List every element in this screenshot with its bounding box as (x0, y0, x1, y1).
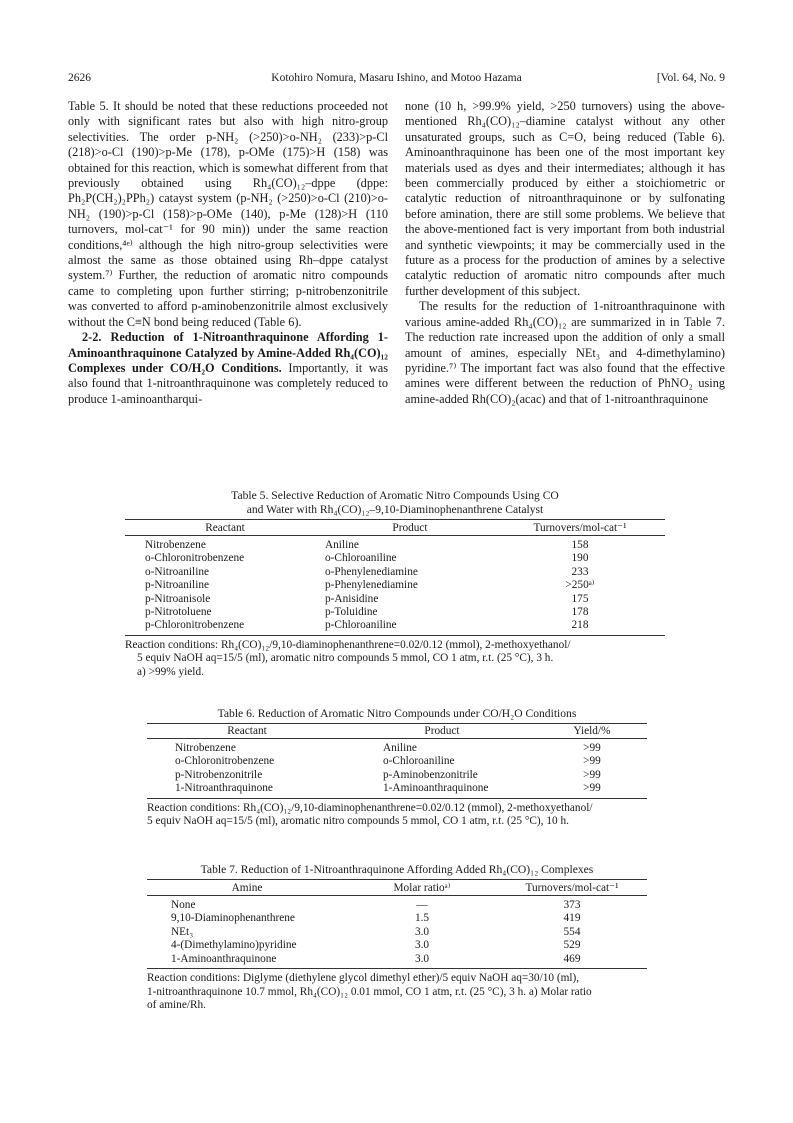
table-caption: and Water with Rh₄(CO)₁₂–9,10-Diaminophenanthrene Catalyst (246, 503, 544, 516)
column-header: Product (347, 724, 537, 739)
table-5 (125, 489, 665, 680)
table-cell: 233 (571, 565, 589, 578)
right-text-column (405, 99, 725, 407)
table-row (147, 755, 647, 768)
volume-info: [Vol. 64, No. 9 (656, 72, 725, 84)
table-row (147, 912, 647, 925)
table-row (125, 536, 665, 553)
paragraph: none (10 h, >99.9% yield, >250 turnovers) using the above-mentioned Rh₄(CO)₁₂–diamine catalyst without any other unsaturated groups, such as C=O, being reduced (Table 6). Aminoanthraquinone has been one of the most important key materials used as dyes and their intermediates; although it has been commercially produced by either a stoichiometric or catalytic reduction of nitroanthraquinone or by sulfonating before amination, there are still some problems. We believe that the above-mentioned fact is very important from both industrial and synthetic viewpoints; it may be commercially used in the future as a process for the production of amines by a selective catalytic reduction of aromatic nitro compounds after much further development of this subject. (405, 99, 725, 298)
column-header: Turnovers/mol-cat⁻¹ (495, 520, 665, 536)
column-header: Reactant (125, 520, 325, 536)
column-header: Reactant (147, 724, 347, 739)
column-header: Turnovers/mol-cat⁻¹ (497, 880, 647, 896)
table-cell: o-Nitroaniline (145, 565, 209, 578)
table-cell: o-Chloroaniline (383, 755, 455, 768)
footnote-line: a) >99% yield. (137, 666, 204, 679)
table-row (125, 552, 665, 565)
paragraph-text: Importantly, it was also found that 1-nitroanthraquinone was completely reduced to produce 1-aminoantharqui- (68, 360, 389, 406)
table-row (147, 939, 647, 952)
table-cell: 373 (563, 899, 581, 911)
table-cell: o-Chloroaniline (325, 552, 397, 565)
table-row (147, 953, 647, 969)
table-cell: >99 (583, 768, 601, 781)
data-table (125, 519, 665, 636)
running-header (68, 72, 725, 88)
table-caption: Table 7. Reduction of 1-Nitroanthraquinone Affording Added Rh₄(CO)₁₂ Complexes (200, 863, 594, 876)
paragraph: The results for the reduction of 1-nitroanthraquinone with various amine-added Rh₄(CO)₁₂ are summarized in in Table 7. The reduction rate increased upon the addition of only a small amount of amines, especially NEt₃ and 4-dimethylamino) pyridine.⁷⁾ The important fact was also found that the effective amines were different between the reduction of PhNO₂ using amine-added Rh(CO)₂(acac) and that of 1-nitroanthraquinone (405, 299, 725, 406)
table-footnote (147, 802, 647, 829)
footnote-line: Reaction conditions: Rh₄(CO)₁₂/9,10-diaminophenanthrene=0.02/0.12 (mmol), 2-methoxyethanol/ (125, 638, 571, 651)
table-cell: 178 (571, 606, 589, 619)
table-footnote (147, 972, 647, 1013)
left-text-column (68, 99, 388, 407)
table-cell: o-Chloronitrobenzene (145, 552, 245, 565)
table-cell: 3.0 (414, 939, 430, 952)
table-cell: 4-(Dimethylamino)pyridine (171, 939, 297, 952)
table-footnote (125, 639, 665, 680)
table-cell: 158 (571, 539, 589, 551)
table-row (147, 926, 647, 939)
table-cell: 218 (571, 619, 589, 632)
table-cell: — (416, 899, 428, 911)
footnote-line: 5 equiv NaOH aq=15/5 (ml), aromatic nitro compounds 5 mmol, CO 1 atm, r.t. (25 °C), 10 h. (147, 815, 569, 828)
table-caption: Table 6. Reduction of Aromatic Nitro Compounds under CO/H₂O Conditions (217, 707, 577, 720)
table-row (147, 769, 647, 782)
data-table (147, 879, 647, 969)
table-caption: Table 5. Selective Reduction of Aromatic Nitro Compounds Using CO (231, 489, 559, 502)
table-cell: 1-Aminoanthraquinone (171, 952, 277, 965)
table-cell: >250ᵃ⁾ (565, 579, 595, 592)
table-row (125, 606, 665, 619)
table-row (125, 619, 665, 635)
section-paragraph (68, 330, 388, 407)
table-cell: None (171, 899, 196, 911)
table-cell: 175 (571, 592, 589, 605)
table-cell: p-Aminobenzonitrile (383, 768, 478, 781)
table-cell: Nitrobenzene (145, 539, 206, 551)
table-cell: p-Nitrobenzonitrile (175, 768, 263, 781)
table-cell: 1.5 (414, 912, 430, 925)
section-heading: 2-2. Reduction of 1-Nitroanthraquinone Affording 1-Aminoanthraquinone Catalyzed by Amine-Added Rh₄(CO)₁₂ Complexes under CO/H₂O Conditions. (68, 330, 388, 375)
table-cell: >99 (583, 782, 601, 795)
table-row (147, 896, 647, 913)
table-cell: 554 (563, 925, 581, 938)
table-cell: 419 (563, 912, 581, 925)
table-cell: >99 (583, 742, 601, 754)
table-cell: 1-Aminoanthraquinone (383, 782, 489, 795)
data-table (147, 723, 647, 799)
column-header: Amine (147, 880, 347, 896)
table-cell: 190 (571, 552, 589, 565)
table-cell: 9,10-Diaminophenanthrene (171, 912, 295, 925)
table-7 (147, 863, 647, 1013)
table-row (147, 739, 647, 756)
table-cell: p-Nitroanisole (145, 592, 211, 605)
paragraph: Table 5. It should be noted that these reductions proceeded not only with significant rates but also with high nitro-group selectivities. The order p-NH₂ (>250)>o-NH₂ (233)>p-Cl (218)>o-Cl (190)>p-Me (178), p-OMe (175)>H (158) was obtained for this reaction, which is somewhat different from that previously obtained using Rh₄(CO)₁₂–dppe (dppe: Ph₂P(CH₂)₂PPh₂) catayst system (p-NH₂ (>250)>o-Cl (210)>o-NH₂ (190)>p-Cl (158)>p-OMe (140), p-Me (128)>H (110 turnovers, mol-cat⁻¹ for 90 min)) under the same reaction conditions,⁴ᵉ⁾ although the high nitro-group selectivities were almost the same as those obtained using Rh–dppe catalyst system.⁷⁾ Further, the reduction of aromatic nitro compounds came to completing upon further stirring; p-nitrobenzonitrile was converted to afford p-aminobenzonitrile almost exclusively without the C≡N bond being reduced (Table 6). (68, 99, 388, 329)
table-cell: o-Phenylenediamine (325, 565, 418, 578)
table-cell: p-Anisidine (325, 592, 379, 605)
table-row (125, 579, 665, 592)
table-row (125, 566, 665, 579)
table-cell: p-Phenylenediamine (325, 579, 418, 592)
footnote-line: Reaction conditions: Rh₄(CO)₁₂/9,10-diaminophenanthrene=0.02/0.12 (mmol), 2-methoxyethanol/ (147, 801, 593, 814)
table-cell: o-Chloronitrobenzene (175, 755, 275, 768)
table-cell: 469 (563, 952, 581, 965)
table-cell: 3.0 (414, 952, 430, 965)
table-cell: Aniline (383, 742, 417, 754)
table-cell: p-Chloronitrobenzene (145, 619, 245, 632)
column-header: Product (325, 520, 495, 536)
table-row (125, 593, 665, 606)
table-cell: p-Toluidine (325, 606, 378, 619)
page-number: 2626 (68, 72, 91, 84)
table-cell: >99 (583, 755, 601, 768)
table-cell: p-Nitrotoluene (145, 606, 212, 619)
table-cell: 529 (563, 939, 581, 952)
table-cell: Nitrobenzene (175, 742, 236, 754)
table-cell: Aniline (325, 539, 359, 551)
footnote-line: 5 equiv NaOH aq=15/5 (ml), aromatic nitro compounds 5 mmol, CO 1 atm, r.t. (25 °C), 3 h. (137, 652, 554, 665)
footnote-line: 1-nitroanthraquinone 10.7 mmol, Rh₄(CO)₁₂ 0.01 mmol, CO 1 atm, r.t. (25 °C), 3 h. a) Molar ratio (147, 985, 592, 998)
column-header: Yield/% (537, 724, 647, 739)
table-cell: p-Chloroaniline (325, 619, 397, 632)
footnote-line: Reaction conditions: Diglyme (diethylene glycol dimethyl ether)/5 equiv NaOH aq=30/10 (ml), (147, 972, 580, 985)
column-header: Molar ratioᵃ⁾ (347, 880, 497, 896)
table-cell: p-Nitroaniline (145, 579, 209, 592)
table-6 (147, 707, 647, 829)
table-cell: 1-Nitroanthraquinone (175, 782, 273, 795)
table-cell: 3.0 (414, 925, 430, 938)
table-row (147, 782, 647, 798)
footnote-line: of amine/Rh. (147, 999, 206, 1012)
running-authors: Kotohiro Nomura, Masaru Ishino, and Motoo Hazama (271, 72, 522, 84)
table-cell: NEt₃ (171, 925, 194, 938)
